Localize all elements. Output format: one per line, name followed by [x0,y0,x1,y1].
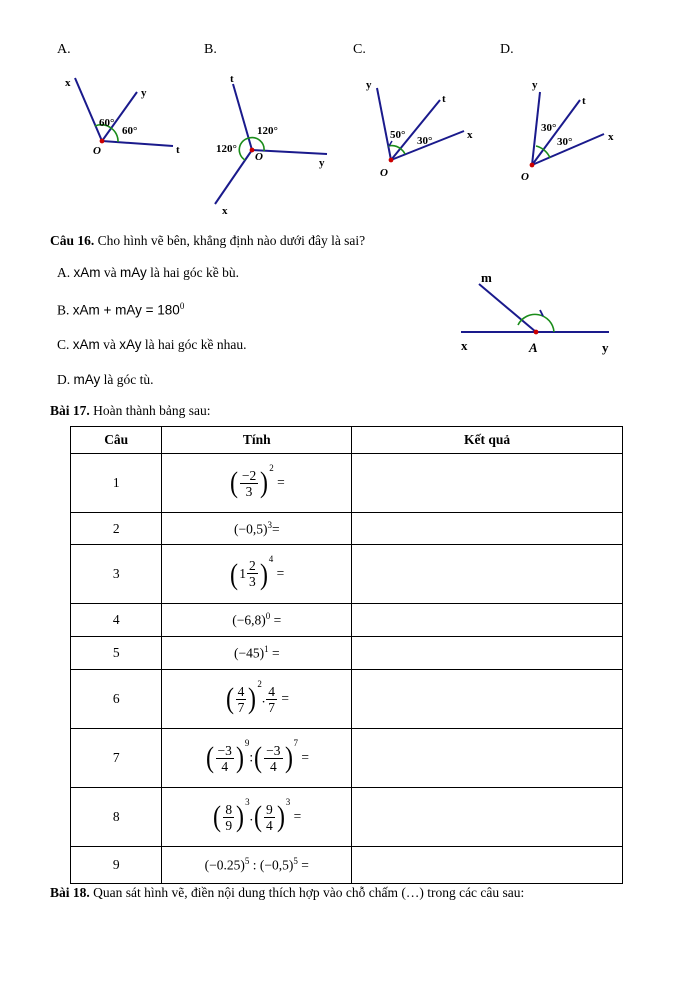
option-d-letter: D. [500,42,514,57]
q16-text: Cho hình vẽ bên, khẳng định nào dưới đây là sai? [94,233,366,248]
b18-text: Quan sát hình vẽ, điền nội dung thích hợp vào chỗ chấm (…) trong các câu sau: [89,885,525,900]
header-tinh: Tính [162,427,352,454]
figure-b-diagram [205,70,335,220]
fig-b-y: y [319,157,325,169]
option-c-letter: C. [353,42,366,57]
fig-c-x: x [467,129,473,141]
fig-b-angle2: 120° [216,143,237,155]
table-row [71,513,623,545]
fig-d-angle2: 30° [557,136,573,148]
option-b-letter: B. [204,42,217,57]
q16-option-c: C. xAm và xAy là hai góc kề nhau. [57,337,247,352]
fig-d-y: y [532,79,538,91]
fig-c-angle2: 30° [417,135,433,147]
table-row [71,604,623,637]
fig-c-o: O [380,167,388,179]
expression-cell: ( $\frac{-3}{4}$ )$^9$:( $\frac{-3}{4}$ )$^7$ = [162,729,352,788]
b17-table [70,426,623,884]
q16-figure [455,262,625,362]
result-cell[interactable] [352,454,623,513]
expression-cell: $(-6,8)^0$ = [162,604,352,637]
row-number: 5 [71,637,162,670]
q16-fig-m: m [481,270,492,285]
q16-option-b: B. xAm + mAy = $180^0$ [57,301,185,318]
row-number: 2 [71,513,162,545]
row-number: 6 [71,670,162,729]
q16-option-a: A. xAm và mAy là hai góc kề bù. [57,265,239,280]
fig-d-o: O [521,171,529,183]
table-row [71,545,623,604]
result-cell[interactable] [352,545,623,604]
fig-d-t: t [582,95,586,107]
fig-d-angle1: 30° [541,122,557,134]
b17-number: Bài 17. [50,403,90,418]
result-cell[interactable] [352,729,623,788]
table-row [71,788,623,847]
fig-c-y: y [366,79,372,91]
fig-a-angle2: 60° [122,125,138,137]
b17-text: Hoàn thành bảng sau: [89,403,211,418]
result-cell[interactable] [352,847,623,884]
fig-a-t: t [176,144,180,156]
header-cau: Câu [71,427,162,454]
result-cell[interactable] [352,788,623,847]
fig-b-t: t [230,73,234,85]
b18-number: Bài 18. [50,885,90,900]
q16-fig-y: y [602,340,609,355]
expression-cell: $(-0.25)^5$ : $(-0,5)^5$ = [162,847,352,884]
table-header-row [71,427,623,454]
fig-c-angle1: 50° [390,129,406,141]
result-cell[interactable] [352,604,623,637]
header-ket-qua: Kết quả [352,427,623,454]
figure-a-diagram [55,70,195,170]
expression-cell: $(-45)^1$ = [162,637,352,670]
row-number: 3 [71,545,162,604]
figure-d-diagram [512,70,642,185]
fig-b-x: x [222,205,228,217]
fig-d-x: x [608,131,614,143]
b17-title [50,403,211,419]
option-a-letter: A. [57,42,71,57]
fig-a-angle1: 60° [99,117,115,129]
fig-b-o: O [255,151,263,163]
expression-cell: ( $\frac{4}{7}$ )$^2$. $\frac{4}{7}$ = [162,670,352,729]
expression-cell: ( 1 $\frac{2}{3}$ )$^4$ = [162,545,352,604]
fig-b-angle1: 120° [257,125,278,137]
row-number: 9 [71,847,162,884]
expression-cell: ( $\frac{8}{9}$ )$^3$.( $\frac{9}{4}$ )$^3$ = [162,788,352,847]
result-cell[interactable] [352,670,623,729]
row-number: 4 [71,604,162,637]
q16-fig-a: A [529,340,538,355]
table-row [71,670,623,729]
q16-title [50,233,365,249]
result-cell[interactable] [352,637,623,670]
q16-option-d: D. mAy là góc tù. [57,372,154,387]
b18-title [50,885,524,901]
fig-c-t: t [442,93,446,105]
row-number: 7 [71,729,162,788]
q16-fig-x: x [461,338,468,353]
table-row [71,637,623,670]
result-cell[interactable] [352,513,623,545]
expression-cell: ( $\frac{-2}{3}$ )$^2$ = [162,454,352,513]
table-row [71,729,623,788]
table-row [71,847,623,884]
table-row [71,454,623,513]
expression-cell: $(-0,5)^3=$ [162,513,352,545]
row-number: 1 [71,454,162,513]
figure-c-diagram [360,70,490,185]
q16-number: Câu 16. [50,233,95,248]
fig-a-o: O [93,145,101,157]
row-number: 8 [71,788,162,847]
fig-a-y: y [141,87,147,99]
fig-a-x: x [65,77,71,89]
